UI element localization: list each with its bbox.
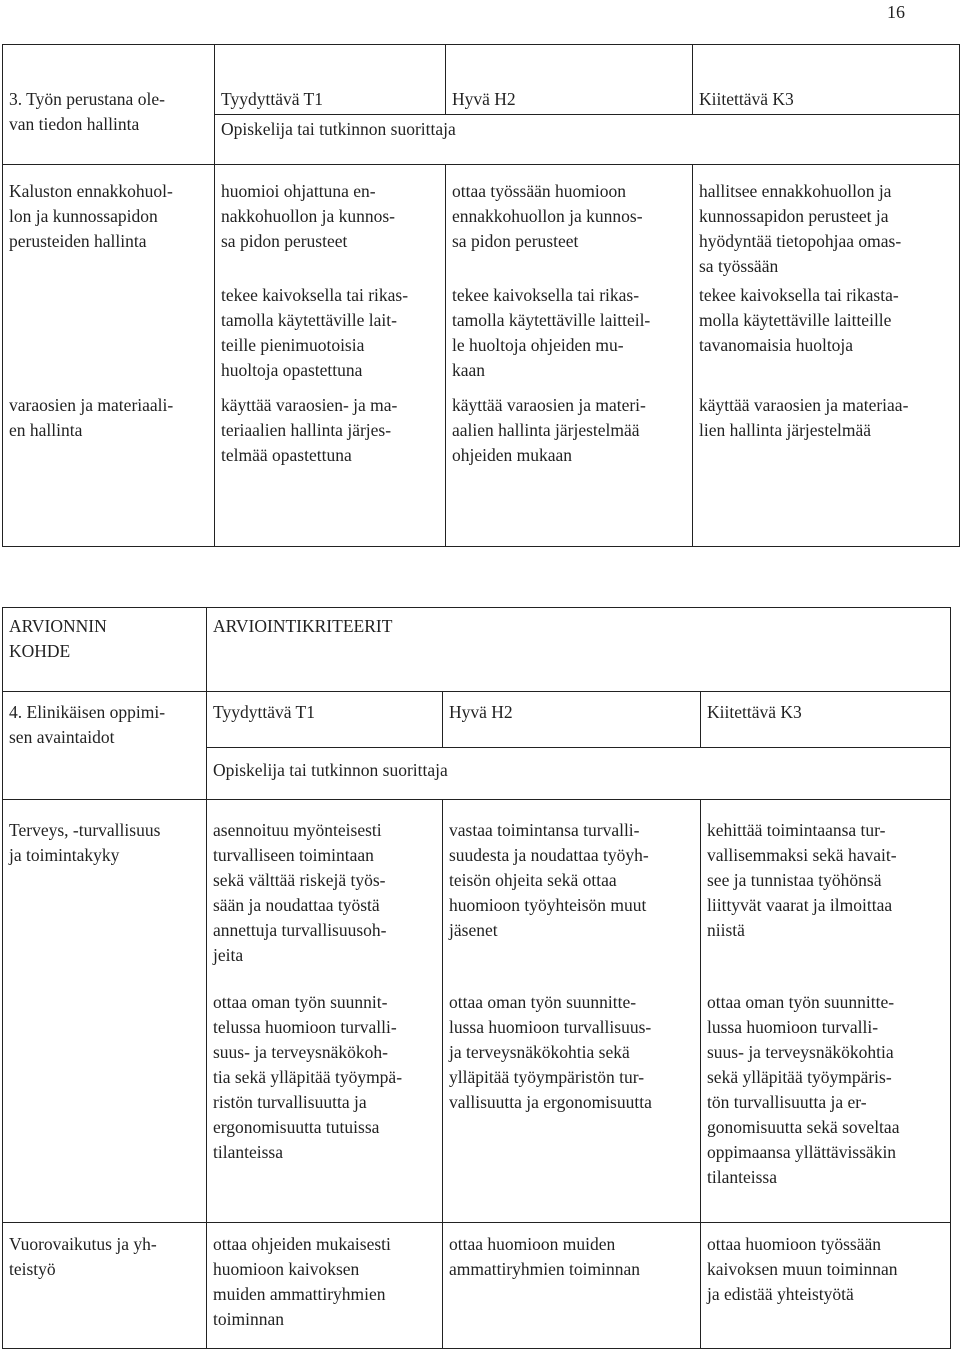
section4-title: 4. Elinikäisen oppimi- sen avaintaidot xyxy=(3,692,207,800)
section3-table xyxy=(2,44,960,547)
section3-row1-label: Kaluston ennakkohuol- lon ja kunnossapidon perusteiden hallinta xyxy=(3,165,215,282)
section3-row3-t1: käyttää varaosien- ja ma- teriaalien hallinta järjes- telmää opastettuna xyxy=(215,391,446,546)
section4-row2-label xyxy=(3,988,207,1223)
section4-level-h2: Hyvä H2 xyxy=(443,692,701,748)
section4-row1-k3: kehittää toimintaansa tur- vallisemmaksi sekä havait- see ja tunnistaa työhönsä liittyvät vaarat ja ilmoittaa niistä xyxy=(701,800,951,988)
section3-row2-label xyxy=(3,281,215,391)
section3-row2-k3: tekee kaivoksella tai rikasta- molla käytettäville laitteille tavanomaisia huoltoja xyxy=(693,281,960,391)
section3-subheader: Opiskelija tai tutkinnon suorittaja xyxy=(215,115,960,165)
section3-row3-k3: käyttää varaosien ja materiaa- lien hallinta järjestelmää xyxy=(693,391,960,546)
section4-row3-k3: ottaa huomioon työssään kaivoksen muun toiminnan ja edistää yhteistyötä xyxy=(701,1223,951,1349)
section4-row2-k3: ottaa oman työn suunnitte- lussa huomioon turvalli- suus- ja terveysnäkökohtia sekä ylläpitää työympäris- tön turvallisuutta ja er- gonomisuutta sekä soveltaa oppimaansa yllättävissäkin tilanteissa xyxy=(701,988,951,1223)
section3-level-h2: Hyvä H2 xyxy=(446,45,693,115)
section3-row1-h2: ottaa työssään huomioon ennakkohuollon ja kunnos- sa pidon perusteet xyxy=(446,165,693,282)
section3-title: 3. Työn perustana ole- van tiedon hallinta xyxy=(3,45,215,165)
section4-row2-h2: ottaa oman työn suunnitte- lussa huomioon turvallisuus- ja terveysnäkökohtia sekä ylläpitää työympäristön tur- vallisuutta ja ergonomisuutta xyxy=(443,988,701,1223)
section4-row3-t1: ottaa ohjeiden mukaisesti huomioon kaivoksen muiden ammattiryhmien toiminnan xyxy=(207,1223,443,1349)
section3-level-k3: Kiitettävä K3 xyxy=(693,45,960,115)
criteria-target-label: ARVIONNIN KOHDE xyxy=(3,608,207,692)
section3-row3-label: varaosien ja materiaali- en hallinta xyxy=(3,391,215,546)
section3-row2-t1: tekee kaivoksella tai rikas- tamolla käytettäville lait- teille pienimuotoisia huoltoja opastettuna xyxy=(215,281,446,391)
section3-row1-t1: huomioi ohjattuna en- nakkohuollon ja kunnos- sa pidon perusteet xyxy=(215,165,446,282)
section3-row2-h2: tekee kaivoksella tai rikas- tamolla käytettäville laitteil- le huoltoja ohjeiden mu- kaan xyxy=(446,281,693,391)
section4-row2-t1: ottaa oman työn suunnit- telussa huomioon turvalli- suus- ja terveysnäkökoh- tia sekä ylläpitää työympä- ristön turvallisuutta ja ergonomisuutta tutuissa tilanteissa xyxy=(207,988,443,1223)
section4-row3-label: Vuorovaikutus ja yh- teistyö xyxy=(3,1223,207,1349)
section3-row1-k3: hallitsee ennakkohuollon ja kunnossapidon perusteet ja hyödyntää tietopohjaa omas- sa työssään xyxy=(693,165,960,282)
section4-subheader: Opiskelija tai tutkinnon suorittaja xyxy=(207,748,951,800)
section4-row1-t1: asennoituu myönteisesti turvalliseen toimintaan sekä välttää riskejä työs- sään ja noudattaa työstä annettuja turvallisuusoh- jeita xyxy=(207,800,443,988)
section4-level-k3: Kiitettävä K3 xyxy=(701,692,951,748)
criteria-label: ARVIOINTIKRITEERIT xyxy=(207,608,951,692)
section4-row1-label: Terveys, -turvallisuus ja toimintakyky xyxy=(3,800,207,988)
page-number: 16 xyxy=(887,2,905,22)
section3-level-t1: Tyydyttävä T1 xyxy=(215,45,446,115)
section4-row3-h2: ottaa huomioon muiden ammattiryhmien toiminnan xyxy=(443,1223,701,1349)
section4-table xyxy=(2,607,951,1349)
section4-row1-h2: vastaa toimintansa turvalli- suudesta ja noudattaa työyh- teisön ohjeita sekä ottaa huomioon työyhteisön muut jäsenet xyxy=(443,800,701,988)
section4-level-t1: Tyydyttävä T1 xyxy=(207,692,443,748)
section3-row3-h2: käyttää varaosien ja materi- aalien hallinta järjestelmää ohjeiden mukaan xyxy=(446,391,693,546)
